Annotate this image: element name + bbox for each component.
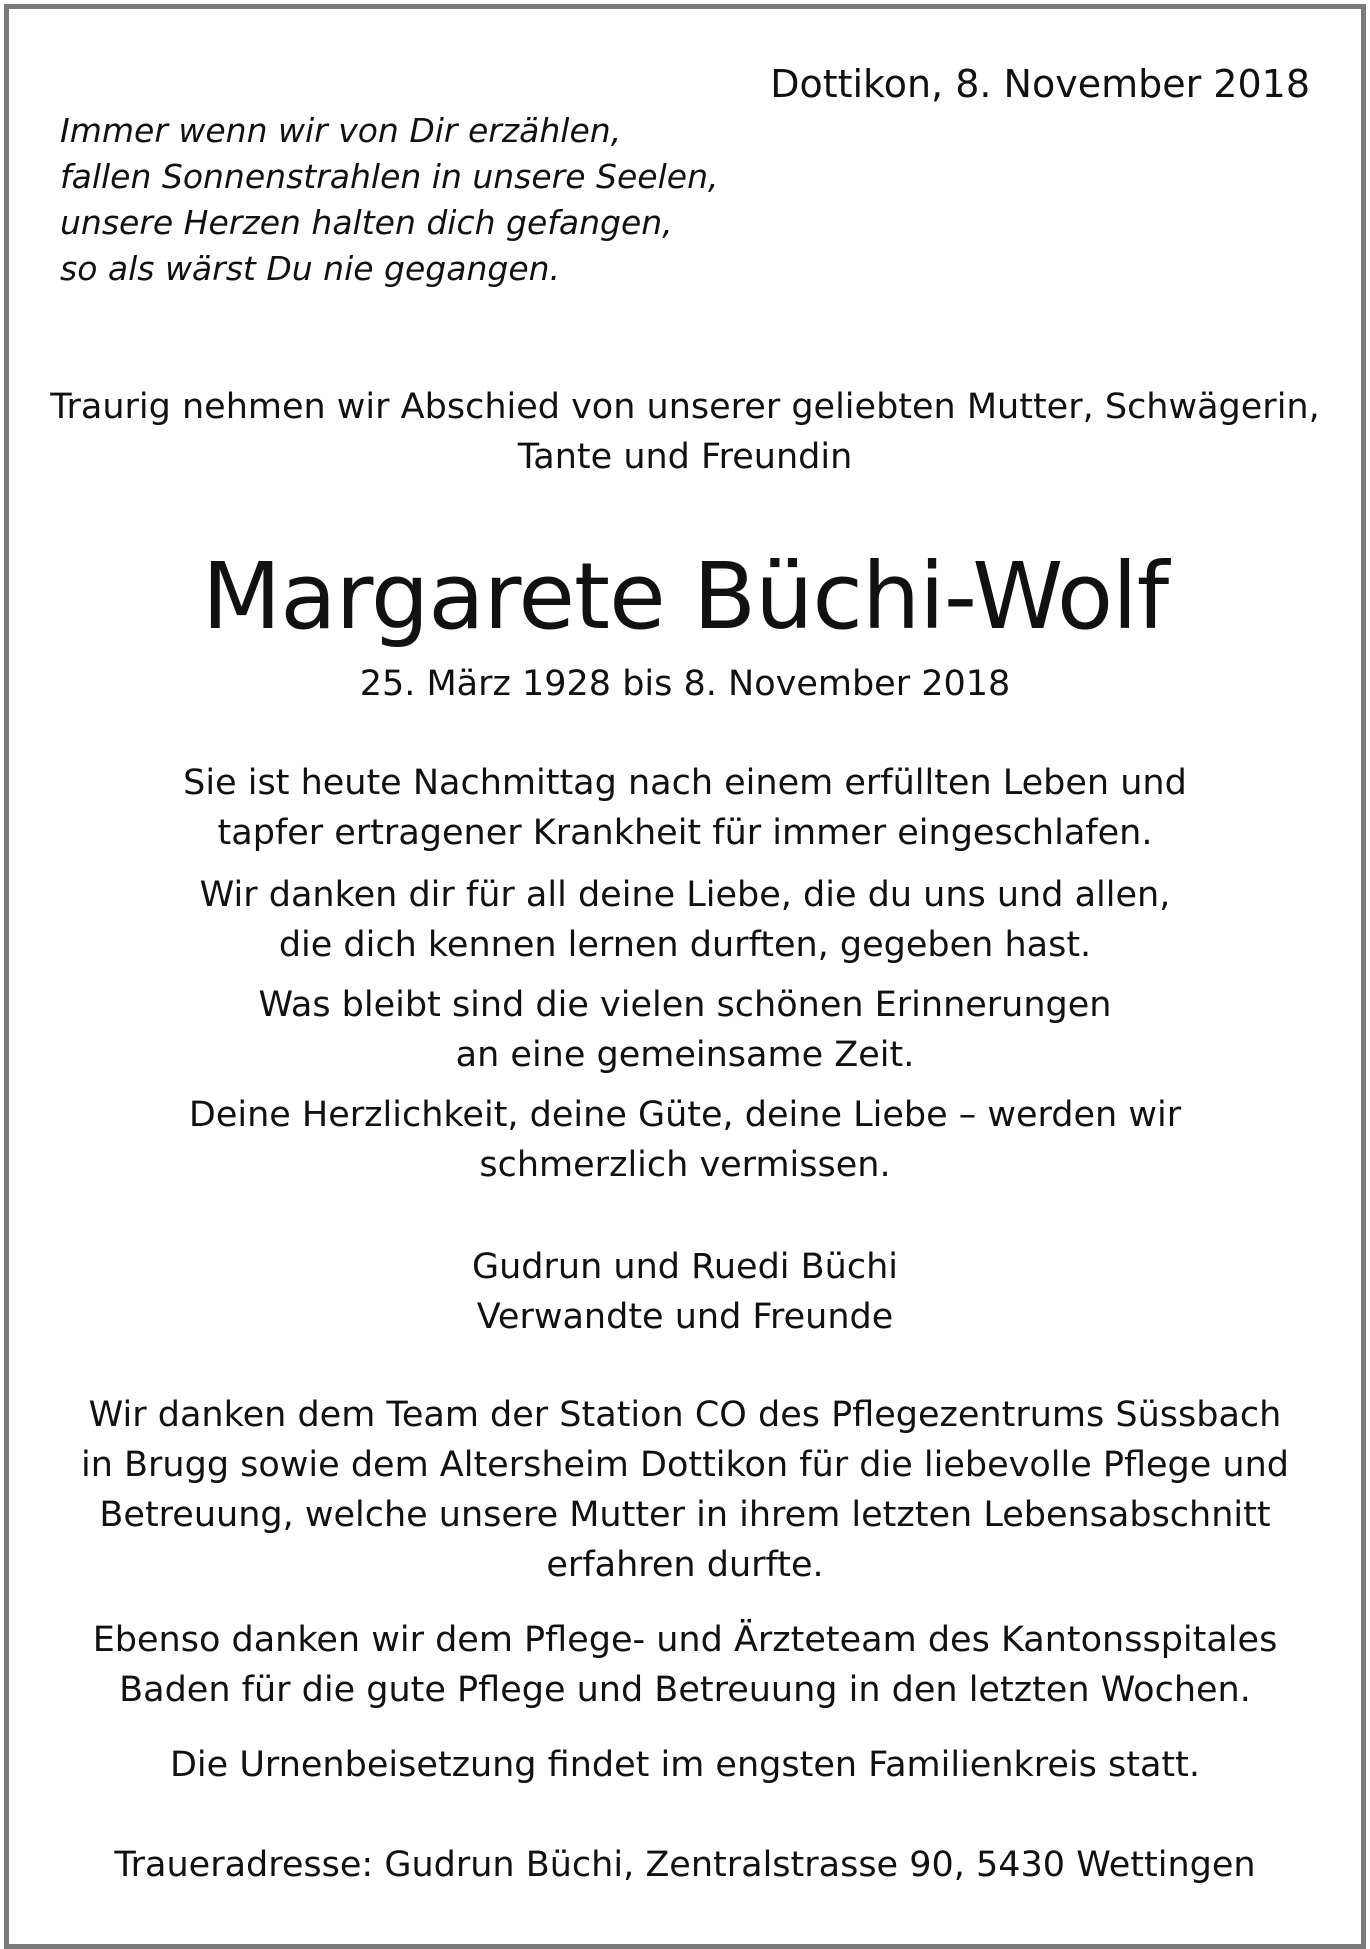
urn-notice: Die Urnenbeisetzung findet im engsten Familienkreis statt.	[169, 1745, 1200, 1785]
thanks-line: in Brugg sowie dem Altersheim Dottikon für die liebevolle Pflege und	[80, 1445, 1289, 1485]
message-line: Sie ist heute Nachmittag nach einem erfüllten Leben und	[183, 763, 1187, 803]
message-paragraph	[0, 980, 1370, 1080]
thanks-paragraph	[0, 1390, 1370, 1590]
intro-line: Traurig nehmen wir Abschied von unserer geliebten Mutter, Schwägerin,	[50, 387, 1320, 427]
message-paragraph	[0, 758, 1370, 858]
message-line: Was bleibt sind die vielen schönen Erinnerungen	[258, 985, 1112, 1025]
poem-line: so als wärst Du nie gegangen.	[60, 249, 561, 288]
thanks-line: Baden für die gute Pflege und Betreuung in den letzten Wochen.	[119, 1670, 1251, 1710]
message-line: an eine gemeinsame Zeit.	[455, 1035, 915, 1075]
deceased-name: Margarete Büchi-Wolf	[201, 543, 1169, 650]
thanks-line: Betreuung, welche unsere Mutter in ihrem letzten Lebensabschnitt	[99, 1495, 1271, 1535]
place-date: Dottikon, 8. November 2018	[770, 62, 1310, 106]
message-paragraph	[0, 1090, 1370, 1190]
signer-line: Verwandte und Freunde	[476, 1297, 894, 1337]
life-dates: 25. März 1928 bis 8. November 2018	[359, 664, 1011, 704]
message-line: tapfer ertragener Krankheit für immer eingeschlafen.	[217, 813, 1153, 853]
mourning-address: Traueradresse: Gudrun Büchi, Zentralstrasse 90, 5430 Wettingen	[114, 1845, 1256, 1885]
poem-line: unsere Herzen halten dich gefangen,	[60, 203, 673, 242]
message-line: Wir danken dir für all deine Liebe, die du uns und allen,	[199, 875, 1171, 915]
thanks-line: erfahren durfte.	[546, 1545, 824, 1585]
poem-line: fallen Sonnenstrahlen in unsere Seelen,	[60, 157, 719, 196]
message-line: schmerzlich vermissen.	[479, 1145, 891, 1185]
thanks-line: Wir danken dem Team der Station CO des Pflegezentrums Süssbach	[88, 1395, 1282, 1435]
signers	[0, 1242, 1370, 1342]
signer-line: Gudrun und Ruedi Büchi	[472, 1247, 898, 1287]
message-line: Deine Herzlichkeit, deine Güte, deine Liebe – werden wir	[188, 1095, 1182, 1135]
message-paragraph	[0, 870, 1370, 970]
thanks-line: Ebenso danken wir dem Pflege- und Ärzteteam des Kantonsspitales	[92, 1620, 1278, 1660]
poem	[60, 108, 718, 292]
message-line: die dich kennen lernen durften, gegeben hast.	[278, 925, 1092, 965]
thanks-paragraph	[0, 1615, 1370, 1715]
poem-line: Immer wenn wir von Dir erzählen,	[60, 111, 622, 150]
intro-line: Tante und Freundin	[517, 437, 853, 477]
intro-text	[0, 382, 1370, 482]
